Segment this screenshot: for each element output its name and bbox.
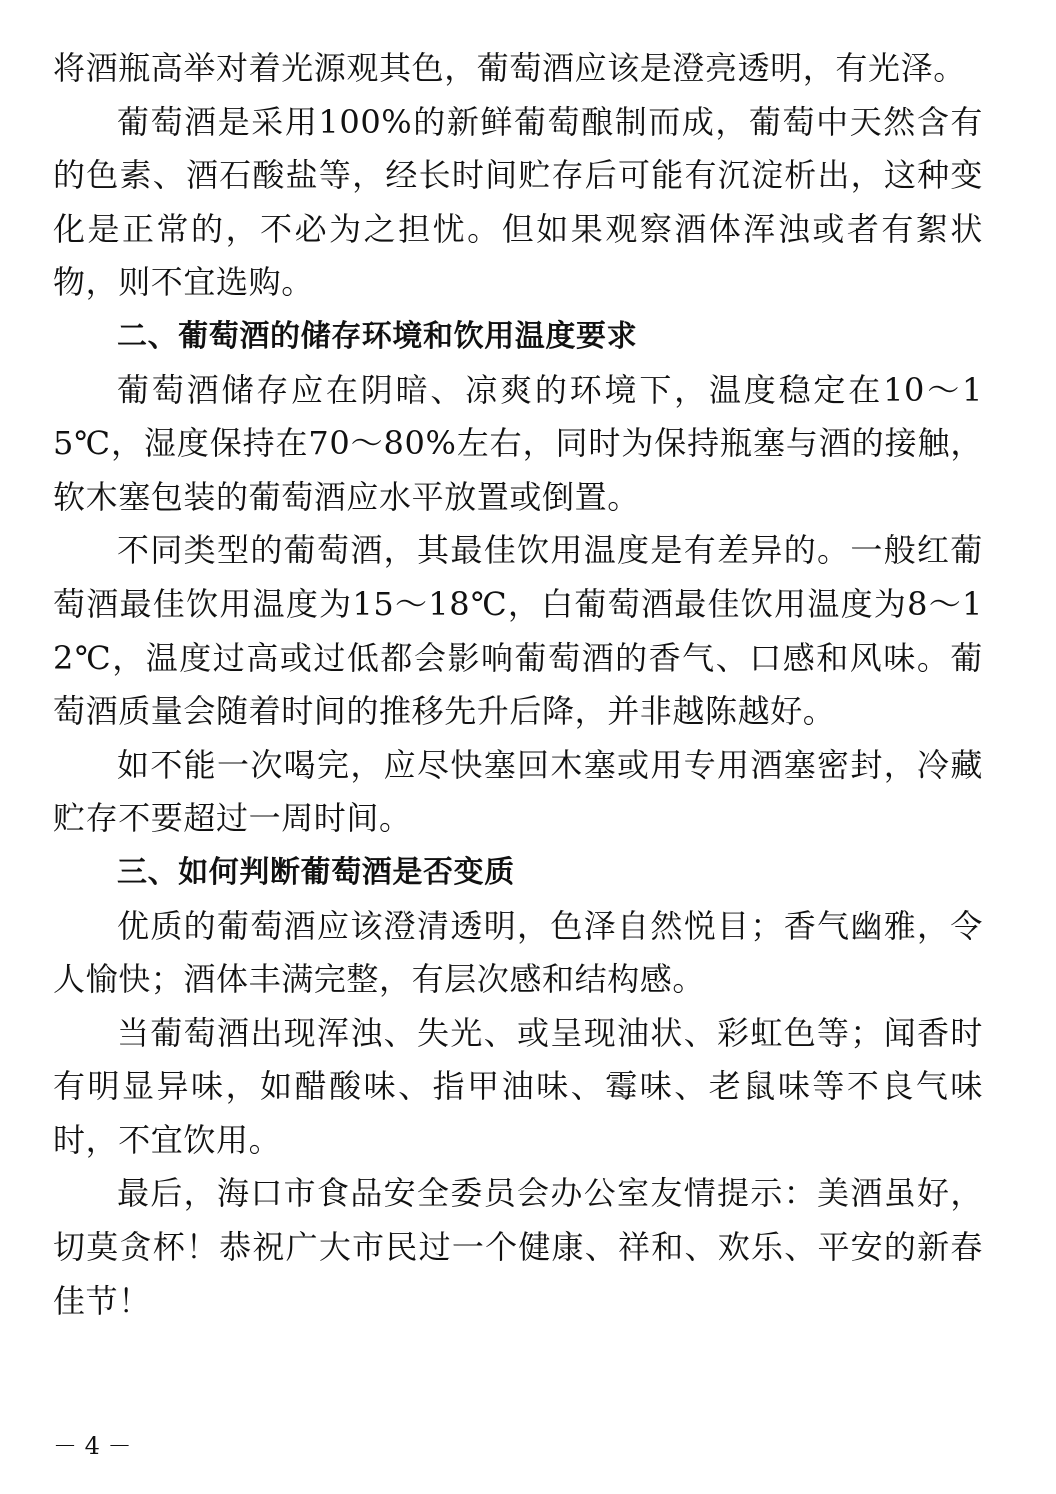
paragraph-quality-signs: 优质的葡萄酒应该澄清透明，色泽自然悦目；香气幽雅，令人愉快；酒体丰满完整，有层次感和结构感。 — [53, 906, 983, 999]
paragraph-serving-temperature: 不同类型的葡萄酒，其最佳饮用温度是有差异的。一般红葡萄酒最佳饮用温度为15～18℃，白葡萄酒最佳饮用温度为8～12℃，温度过高或过低都会影响葡萄酒的香气、口感和风味。葡萄酒质量会随着时间的推移先升后降，并非越陈越好。 — [53, 531, 983, 731]
page-number: － 4 － — [53, 1432, 132, 1460]
paragraph-color-check: 将酒瓶高举对着光源观其色，葡萄酒应该是澄亮透明，有光泽。 — [53, 49, 966, 87]
document-body — [53, 42, 983, 1328]
paragraph-storage-conditions: 葡萄酒储存应在阴暗、凉爽的环境下，温度稳定在10～15℃，湿度保持在70～80%左右，同时为保持瓶塞与酒的接触，软木塞包装的葡萄酒应水平放置或倒置。 — [53, 370, 983, 516]
paragraph-spoilage-signs: 当葡萄酒出现浑浊、失光、或呈现油状、彩虹色等；闻香时有明显异味，如醋酸味、指甲油味、霉味、老鼠味等不良气味时，不宜饮用。 — [53, 1013, 983, 1159]
paragraph-sediment: 葡萄酒是采用100%的新鲜葡萄酿制而成，葡萄中天然含有的色素、酒石酸盐等，经长时间贮存后可能有沉淀析出，这种变化是正常的，不必为之担忧。但如果观察酒体浑浊或者有絮状物，则不宜选购。 — [53, 102, 983, 302]
section-heading-storage: 二、葡萄酒的储存环境和饮用温度要求 — [117, 318, 638, 354]
paragraph-after-opening: 如不能一次喝完，应尽快塞回木塞或用专用酒塞密封，冷藏贮存不要超过一周时间。 — [53, 745, 983, 838]
paragraph-closing-reminder: 最后，海口市食品安全委员会办公室友情提示：美酒虽好，切莫贪杯！恭祝广大市民过一个健康、祥和、欢乐、平安的新春佳节！ — [53, 1174, 983, 1320]
section-heading-spoilage: 三、如何判断葡萄酒是否变质 — [117, 854, 515, 890]
